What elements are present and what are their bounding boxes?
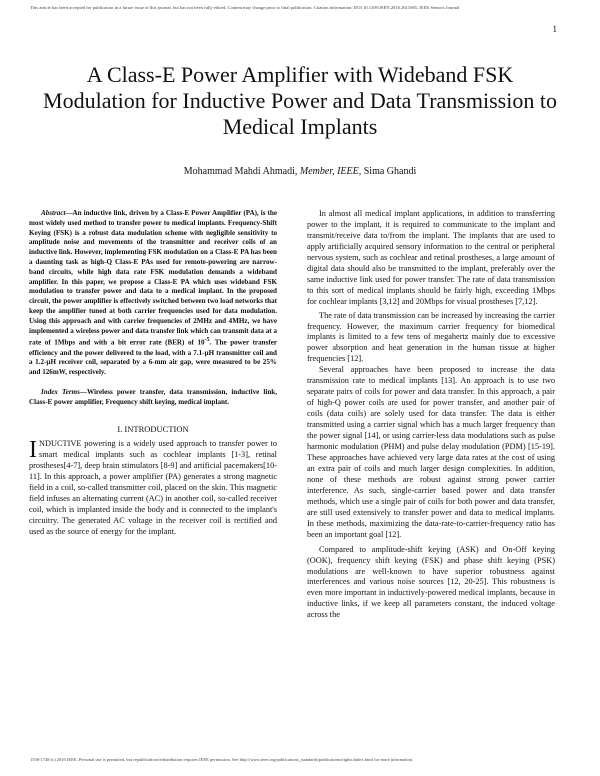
section-title-first: I <box>124 423 128 434</box>
section-numeral: I. <box>117 423 123 434</box>
abstract-text: —An inductive link, driven by a Class-E Power Amplifier (PA), is the most widely used method to transfer power to medical implants. Frequency-Shift Keying (FSK) is a robust data modulation scheme with negligible sensitivity to amplitude noise and movements of the transmitter and receiver coils of an inductive link. However, implementing FSK modulation on a Class-E PA has been a daunting task as high-Q Class-E PAs used for remote-powering are narrow-band circuits, while high data rate FSK modulation demands a wideband amplifier. In this paper, we propose a Class-E PA which uses wideband FSK modulation to transfer power and data to a medical implant. In the proposed circuit, the power amplifier is effectively switched between two load networks that keep the amplifier tuned at both carrier frequencies used for data modulation. Using this approach and with carrier frequencies of 2MHz and 4MHz, we have implemented a wireless power and data transfer link which can transmit data at a rate of 1Mbps and with a bit error rate (BER) of 10 <box>29 209 277 347</box>
author-name-2: Sima Ghandi <box>363 166 417 177</box>
abstract-label: Abstract <box>41 209 66 217</box>
intro-paragraph <box>29 439 277 538</box>
author-line <box>40 166 560 178</box>
paragraph-1: In almost all medical implant applications, in addition to transferring power to the implant, it is required to communicate to the implant and transmit/receive data to/from the implant. The implants that are used to apply artificially acquired sensory information to the central or peripheral nervous system, such as cochlear and retinal prostheses, a large amount of digital data should also be transmitted to the implant, preferably over the same inductive link used for power transfer. The rate of data transmission to this sort of medical implants should be fairly high, exceeding 1Mbps for cochlear implants [3,12] and 20Mbps for visual prostheses [7,12]. <box>307 209 555 306</box>
ber-exponent: -5 <box>204 337 210 344</box>
intro-text: powering is a widely used approach to transfer power to smart medical implants such as cochlear implants [1-3], retinal prostheses[4-7], deep brain stimulators [8-9] and artificial pacemakers[10-11]. In this approach, a power amplifier (PA) generates a strong magnetic field in a coil, so-called transmitter coil, placed on the skin. This magnetic field infuses an alternating current (AC) in another coil, so-called receiver coil, which is implanted inside the body and is connected to the implant's circuitry. The generated AC voltage in the receiver coil is rectified and used as the source of energy for the implant. <box>29 439 277 537</box>
abstract-text-end: . The power transfer efficiency and the power delivered to the load, with a 7.1-µH transmitter coil and a 1.2-µH receiver coil, separated by a 6-mm air gap, were measured to be 25% and 126mW, respectively. <box>29 338 277 377</box>
left-column <box>29 209 277 538</box>
index-terms-text: —Wireless power transfer, data transmission, inductive link, Class-E power amplifier, Frequency shift keying, medical implant. <box>29 387 277 406</box>
index-terms-label: Index Terms <box>41 387 80 396</box>
author-affiliation-1: Member, IEEE, <box>299 166 362 177</box>
paragraph-4: Compared to amplitude-shift keying (ASK) and On-Off keying (OOK), frequency shift keying (FSK) and phase shift keying (PSK) modulations are well-known to have superior robustness against interferences and various noise sources [12, 20-25]. This robustness is even more important in inductively-powered medical implants, because in inductive links, if we keep all parameters constant, the induced voltage across the <box>307 544 555 620</box>
acceptance-notice: This article has been accepted for publication in a future issue of this journal, but has not been fully edited. Content may change prior to final publication. Citation information: DOI 10.1109/JSEN.2016.2611685, IEEE Sensors Journal <box>30 5 460 10</box>
paragraph-3: Several approaches have been proposed to increase the data transmission rate to medical implants [13]. An approach is to use two separate pairs of coils for power and data transfer. In this approach, a pair of high-Q power coils are used for power transfer, and another pair of coils (data coils) are solely used for data transfer. The data is either transmitted using a carrier signal which has a much larger frequency than the power signal [14], or using carrier-less data modulations such as pulse harmonic modulation (PHM) and pulse delay modulation (PDM) [15-19]. These approaches have achieved very large data rates at the cost of using an extra pair of coils and much larger design complexities. In addition, none of these methods are robust against strong power carrier interference. As such, single-carrier based power and data transfer methods, which use a single pair of coils for both power and data transfer, are still used extensively to transfer power and data to medical implants. In these methods, maximizing the data-rate-to-carrier-frequency ratio has been an important goal [12]. <box>307 365 555 539</box>
index-terms <box>29 388 277 408</box>
author-name-1: Mohammad Mahdi Ahmadi, <box>183 166 298 177</box>
section-heading-introduction <box>29 424 277 435</box>
section-title-rest: NTRODUCTION <box>127 423 189 434</box>
paragraph-2: The rate of data transmission can be increased by increasing the carrier frequency. However, the maximum carrier frequency for biomedical implants is limited to a few tens of megahertz mainly due to excessive power absorption and heat generation in the human tissue at higher frequencies [12]. <box>307 310 555 364</box>
copyright-footer: 1558-1748 (c) 2016 IEEE. Personal use is permitted, but republication/redistribution requires IEEE permission. See http://www.ieee.org/publications_standards/publications/rights/index.html for more information. <box>30 757 414 762</box>
drop-cap: I <box>29 437 37 464</box>
intro-smallcaps: NDUCTIVE <box>39 439 82 449</box>
right-column <box>307 209 555 621</box>
page-number: 1 <box>552 24 557 34</box>
paper-title: A Class-E Power Amplifier with Wideband FSK Modulation for Inductive Power and Data Transmission to Medical Implants <box>43 62 557 139</box>
abstract <box>29 209 277 378</box>
